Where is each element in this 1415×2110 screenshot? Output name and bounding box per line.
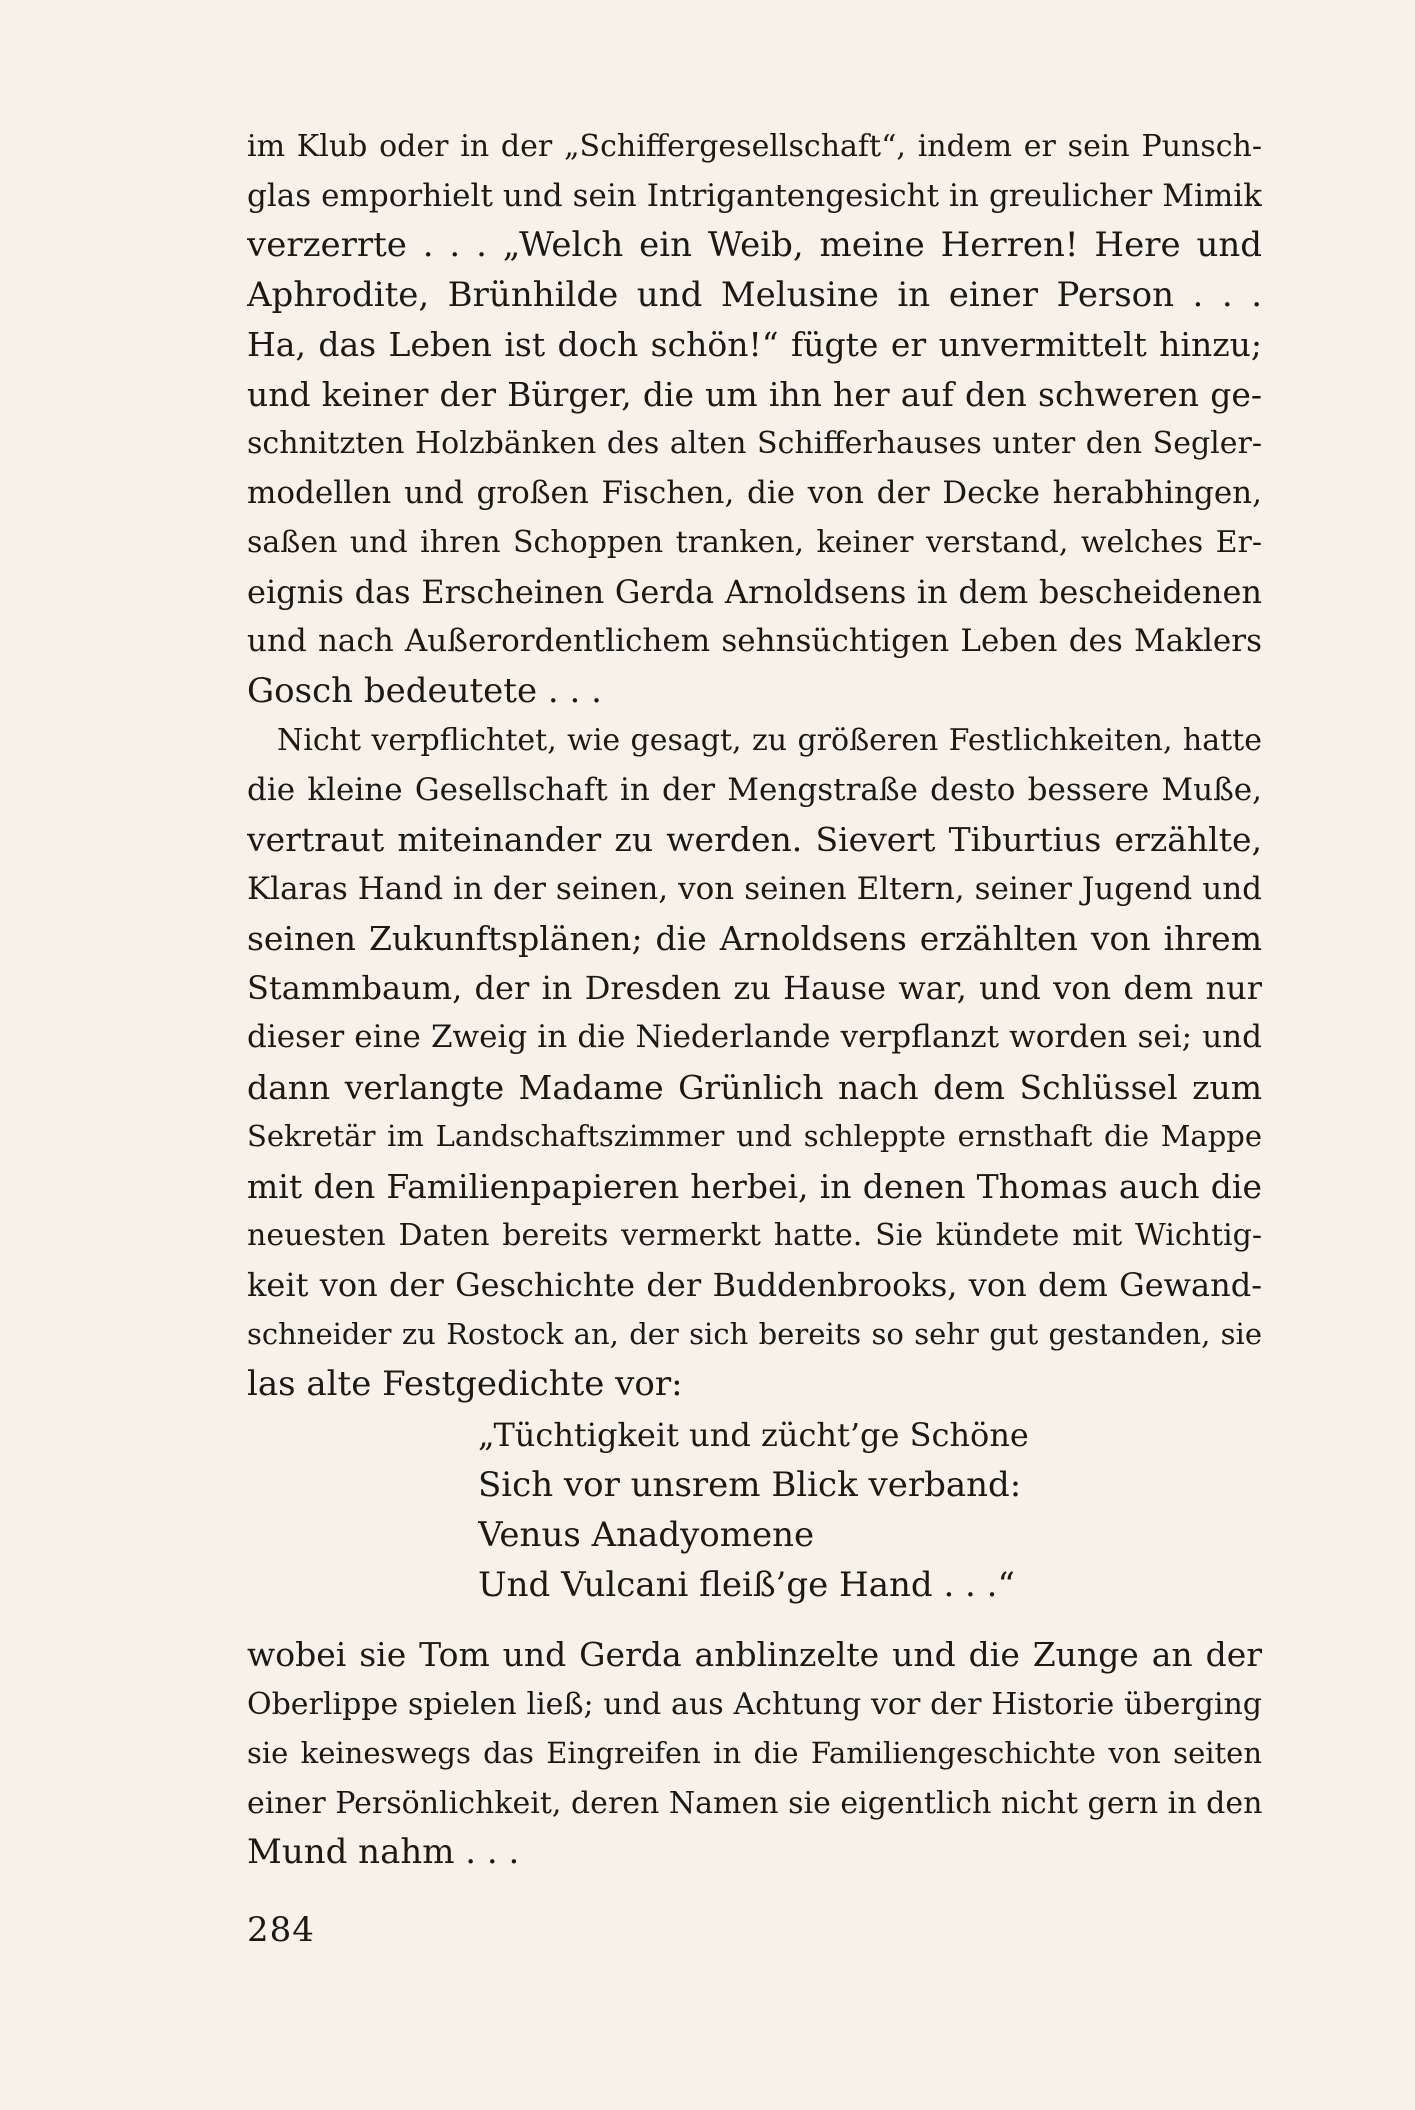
text-line: verzerrte . . . „Welch ein Weib, meine Herren! Here und [247, 225, 1262, 265]
verse-line: Venus Anadyomene [478, 1515, 815, 1555]
text-line: einer Persönlichkeit, deren Namen sie eigentlich nicht gern in den [247, 1785, 1262, 1821]
text-line: neuesten Daten bereits vermerkt hatte. Sie kündete mit Wichtig- [247, 1218, 1262, 1253]
text-line: Ha, das Leben ist doch schön!“ fügte er unvermittelt hinzu; [247, 325, 1262, 364]
text-line: saßen und ihren Schoppen tranken, keiner verstand, welches Er- [247, 525, 1262, 560]
text-line: wobei sie Tom und Gerda anblinzelte und die Zunge an der [247, 1635, 1262, 1674]
text-line: Sekretär im Landschaftszimmer und schleppte ernsthaft die Mappe [247, 1119, 1262, 1153]
page-number: 284 [247, 1910, 315, 1950]
text-line: dieser eine Zweig in die Niederlande verpflanzt worden sei; und [247, 1019, 1262, 1055]
paragraph-closing [247, 1630, 1262, 1878]
text-line: Aphrodite, Brünhilde und Melusine in einer Person . . . [247, 274, 1262, 315]
text-line: Klaras Hand in der seinen, von seinen Eltern, seiner Jugend und [247, 870, 1262, 907]
text-line: vertraut miteinander zu werden. Sievert Tiburtius erzählte, [247, 820, 1262, 859]
verse-line: Sich vor unsrem Blick verband: [478, 1465, 1022, 1505]
text-line: mit den Familienpapieren herbei, in denen Thomas auch die [247, 1166, 1262, 1206]
verse-line: Und Vulcani fleiß’ge Hand . . .“ [478, 1565, 1015, 1605]
text-line: und keiner der Bürger, die um ihn her auf den schweren ge- [247, 374, 1262, 414]
text-line: schnitzten Holzbänken des alten Schifferhauses unter den Segler- [247, 426, 1262, 461]
text-line: schneider zu Rostock an, der sich bereits so sehr gut gestanden, sie [247, 1317, 1262, 1351]
text-line: las alte Festgedichte vor: [247, 1363, 683, 1404]
paragraph-family-history [247, 716, 1262, 1409]
text-line: Stammbaum, der in Dresden zu Hause war, und von dem nur [247, 968, 1262, 1007]
text-line: glas emporhielt und sein Intrigantengesicht in greulicher Mimik [247, 177, 1262, 214]
text-line: Nicht verpflichtet, wie gesagt, zu größeren Festlichkeiten, hatte [277, 723, 1262, 758]
text-line: sie keineswegs das Eingreifen in die Familiengeschichte von seiten [247, 1736, 1262, 1770]
text-line: seinen Zukunftsplänen; die Arnoldsens erzählten von ihrem [247, 919, 1262, 958]
verse-line: „Tüchtigkeit und zücht’ge Schöne [478, 1416, 1029, 1454]
text-line: Mund nahm . . . [247, 1832, 520, 1872]
poem-verse [478, 1410, 1038, 1610]
text-line: keit von der Geschichte der Buddenbrooks, von dem Gewand- [247, 1265, 1262, 1304]
text-line: dann verlangte Madame Grünlich nach dem Schlüssel zum [247, 1067, 1262, 1107]
text-line: und nach Außerordentlichem sehnsüchtigen Leben des Maklers [247, 623, 1262, 659]
text-line: im Klub oder in der „Schiffergesellschaft“, indem er sein Punsch- [247, 129, 1262, 164]
text-line: eignis das Erscheinen Gerda Arnoldsens in dem bescheidenen [247, 572, 1262, 611]
text-line: die kleine Gesellschaft in der Mengstraße desto bessere Muße, [247, 771, 1262, 808]
paragraph-continuation [247, 122, 1262, 716]
text-line: modellen und großen Fischen, die von der Decke herabhingen, [247, 474, 1262, 511]
text-line: Gosch bedeutete . . . [247, 670, 602, 711]
text-line: Oberlippe spielen ließ; und aus Achtung vor der Historie überging [247, 1686, 1262, 1722]
